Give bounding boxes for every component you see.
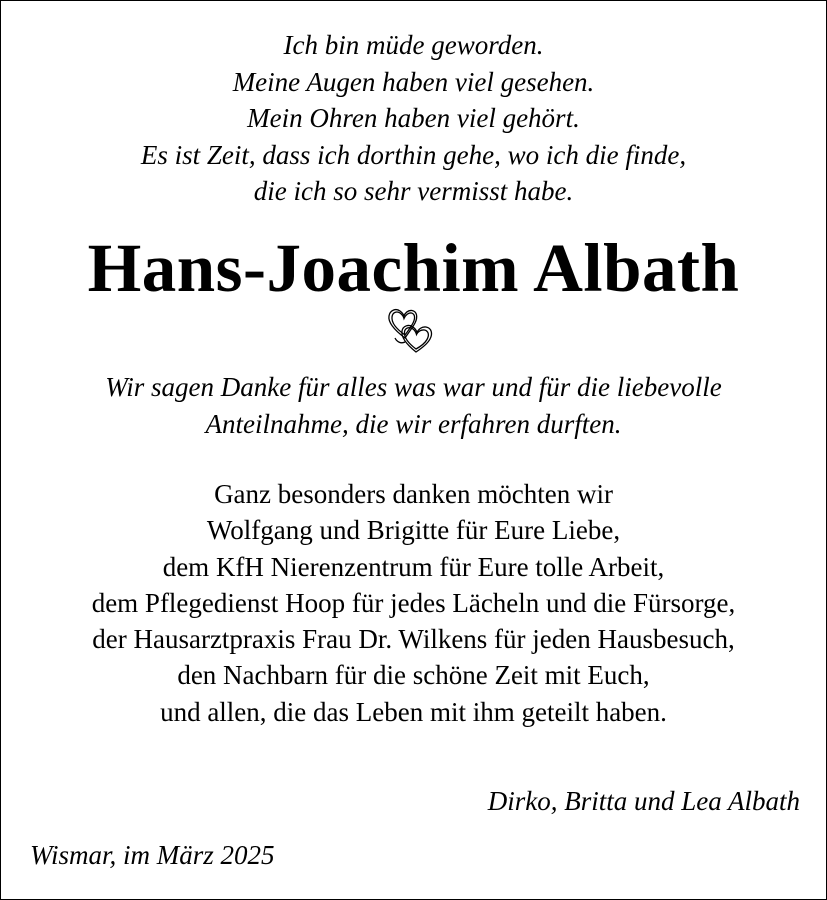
poem-line: Es ist Zeit, dass ich dorthin gehe, wo ich die finde, xyxy=(140,139,687,170)
special-thanks-line: dem Pflegedienst Hoop für jedes Lächeln und die Fürsorge, xyxy=(91,587,736,618)
special-thanks-line: dem KfH Nierenzentrum für Eure tolle Arbeit, xyxy=(162,551,665,582)
poem-line: Ich bin müde geworden. xyxy=(283,30,544,60)
thanks-line: Anteilnahme, die wir erfahren durften. xyxy=(205,408,622,439)
special-thanks-line: den Nachbarn für die schöne Zeit mit Euch, xyxy=(177,660,650,691)
place-date: Wismar, im März 2025 xyxy=(30,840,275,870)
signature: Dirko, Britta und Lea Albath xyxy=(487,786,800,816)
deceased-name: Hans-Joachim Albath xyxy=(87,230,740,306)
poem-line: die ich so sehr vermisst habe. xyxy=(253,176,574,206)
poem xyxy=(0,27,827,210)
thanks-line: Wir sagen Danke für alles was war und für die liebevolle xyxy=(105,372,722,402)
two-hearts-icon xyxy=(383,302,443,356)
thanks-text xyxy=(0,369,827,442)
poem-line: Mein Ohren haben viel gehört. xyxy=(247,103,580,133)
special-thanks-line: Ganz besonders danken möchten wir xyxy=(214,479,613,509)
special-thanks-line: der Hausarztpraxis Frau Dr. Wilkens für jeden Hausbesuch, xyxy=(92,624,735,655)
special-thanks-line: und allen, die das Leben mit ihm geteilt haben. xyxy=(160,696,667,727)
special-thanks-line: Wolfgang und Brigitte für Eure Liebe, xyxy=(206,515,621,546)
special-thanks xyxy=(0,476,827,730)
poem-line: Meine Augen haben viel gesehen. xyxy=(232,66,595,97)
